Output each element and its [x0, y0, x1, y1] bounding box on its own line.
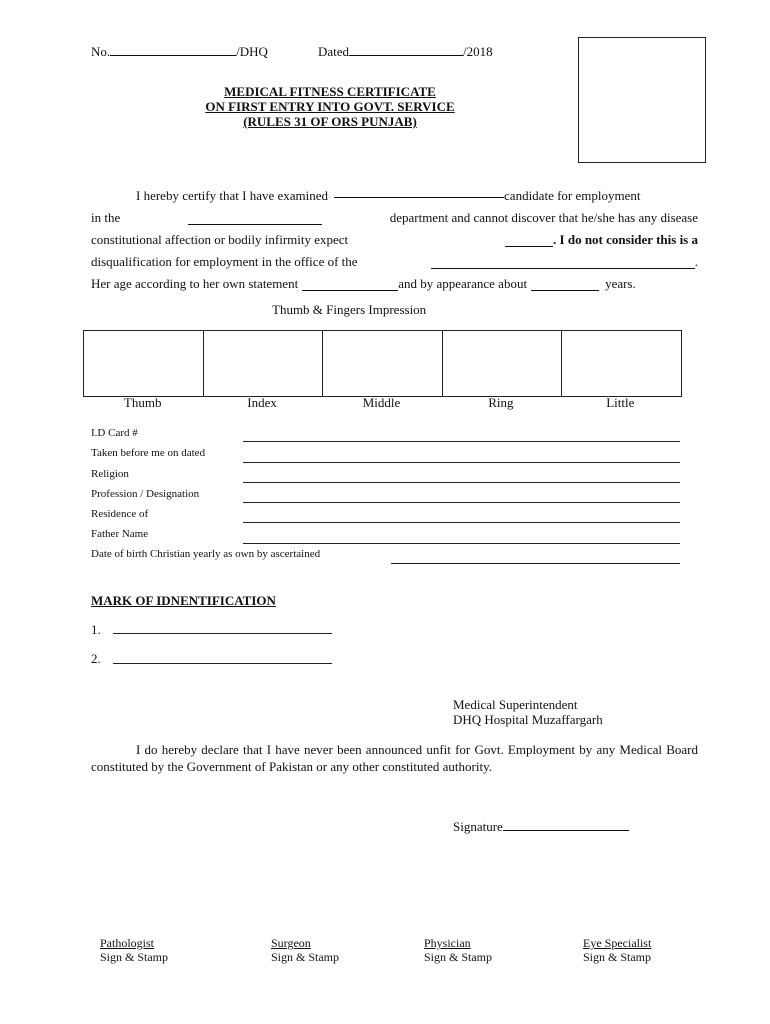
exception-field[interactable]	[505, 234, 553, 247]
residence-field[interactable]	[243, 522, 680, 523]
ring-impression-box[interactable]	[443, 331, 563, 396]
little-label: Little	[606, 395, 635, 410]
thumb-impression-box[interactable]	[84, 331, 204, 396]
dated-label: Dated	[318, 44, 350, 59]
cert-line-2: in the department and cannot discover that he/she has any disease	[91, 210, 698, 225]
profession-field[interactable]	[243, 502, 680, 503]
cert-line-4: disqualification for employment in the office of the .	[91, 254, 698, 269]
date-field[interactable]	[349, 43, 463, 56]
identification-heading: MARK OF IDNENTIFICATION	[91, 593, 276, 608]
religion-field[interactable]	[243, 482, 680, 483]
taken-before-label: Taken before me on dated	[91, 447, 206, 459]
superintendent-title: Medical Superintendent	[453, 697, 578, 712]
photo-box	[578, 37, 706, 163]
ring-label: Ring	[488, 395, 514, 410]
declaration-text: I do hereby declare that I have never been announced unfit for Govt. Employment by any Medical Board constituted by the Government of Pakistan or any other constituted authority.	[91, 742, 698, 774]
pathologist-sign-stamp: Sign & Stamp	[100, 950, 169, 964]
office-field[interactable]	[431, 256, 695, 269]
dob-field[interactable]	[391, 563, 680, 564]
signature-field[interactable]	[503, 818, 629, 831]
signature-label: Signature	[453, 819, 503, 834]
thumb-label: Thumb	[123, 395, 162, 410]
superintendent-hospital: DHQ Hospital Muzaffargarh	[453, 712, 603, 727]
stated-age-field[interactable]	[302, 278, 398, 291]
number-field[interactable]	[110, 43, 236, 56]
middle-label: Middle	[362, 395, 401, 410]
father-name-label: Father Name	[91, 528, 149, 540]
title-line-3: (RULES 31 OF ORS PUNJAB)	[243, 114, 417, 129]
apparent-age-field[interactable]	[531, 278, 599, 291]
fingerprint-labels	[83, 395, 680, 411]
eye-specialist-block	[583, 936, 651, 964]
surgeon-label: Surgeon	[271, 936, 311, 950]
eye-specialist-label: Eye Specialist	[583, 936, 652, 950]
cert-line-5: Her age according to her own statement and by appearance about years.	[91, 276, 636, 291]
dhq-suffix: /DHQ	[236, 44, 268, 59]
physician-block	[424, 936, 492, 964]
dated-line	[318, 43, 493, 60]
religion-label: Religion	[91, 468, 129, 480]
mark-2-field[interactable]	[113, 663, 332, 664]
title-line-1: MEDICAL FITNESS CERTIFICATE	[224, 84, 436, 99]
title-line-2: ON FIRST ENTRY INTO GOVT. SERVICE	[205, 99, 455, 114]
taken-before-field[interactable]	[243, 462, 680, 463]
year-suffix: /2018	[463, 44, 493, 59]
pathologist-label: Pathologist	[100, 936, 155, 950]
mark-2-number: 2.	[91, 651, 101, 666]
cert-line-1: I hereby certify that I have examined candidate for employment	[91, 185, 698, 207]
residence-label: Residence of	[91, 508, 149, 520]
id-card-label: I.D Card #	[91, 427, 138, 439]
number-label: No.	[91, 44, 111, 59]
id-card-field[interactable]	[243, 441, 680, 442]
profession-label: Profession / Designation	[91, 488, 200, 500]
surgeon-block	[271, 936, 339, 964]
pathologist-block	[100, 936, 168, 964]
physician-label: Physician	[424, 936, 471, 950]
cert-line-3: constitutional affection or bodily infirmity expect . I do not consider this is a	[91, 232, 698, 247]
surgeon-sign-stamp: Sign & Stamp	[271, 950, 340, 964]
dob-label: Date of birth Christian yearly as own by ascertained	[91, 548, 321, 560]
certificate-number-line	[91, 43, 268, 60]
little-impression-box[interactable]	[562, 331, 681, 396]
index-label: Index	[247, 395, 277, 410]
eye-specialist-sign-stamp: Sign & Stamp	[583, 950, 652, 964]
mark-1-number: 1.	[91, 622, 101, 637]
certificate-paragraph	[91, 185, 698, 295]
father-name-field[interactable]	[243, 543, 680, 544]
mark-1-field[interactable]	[113, 633, 332, 634]
fingerprint-table	[83, 330, 682, 397]
physician-sign-stamp: Sign & Stamp	[424, 950, 493, 964]
candidate-name-field[interactable]	[334, 185, 504, 198]
middle-impression-box[interactable]	[323, 331, 443, 396]
signature-line	[453, 818, 629, 835]
index-impression-box[interactable]	[204, 331, 324, 396]
fingerprint-heading: Thumb & Fingers Impression	[272, 302, 427, 317]
department-field[interactable]	[188, 212, 322, 225]
